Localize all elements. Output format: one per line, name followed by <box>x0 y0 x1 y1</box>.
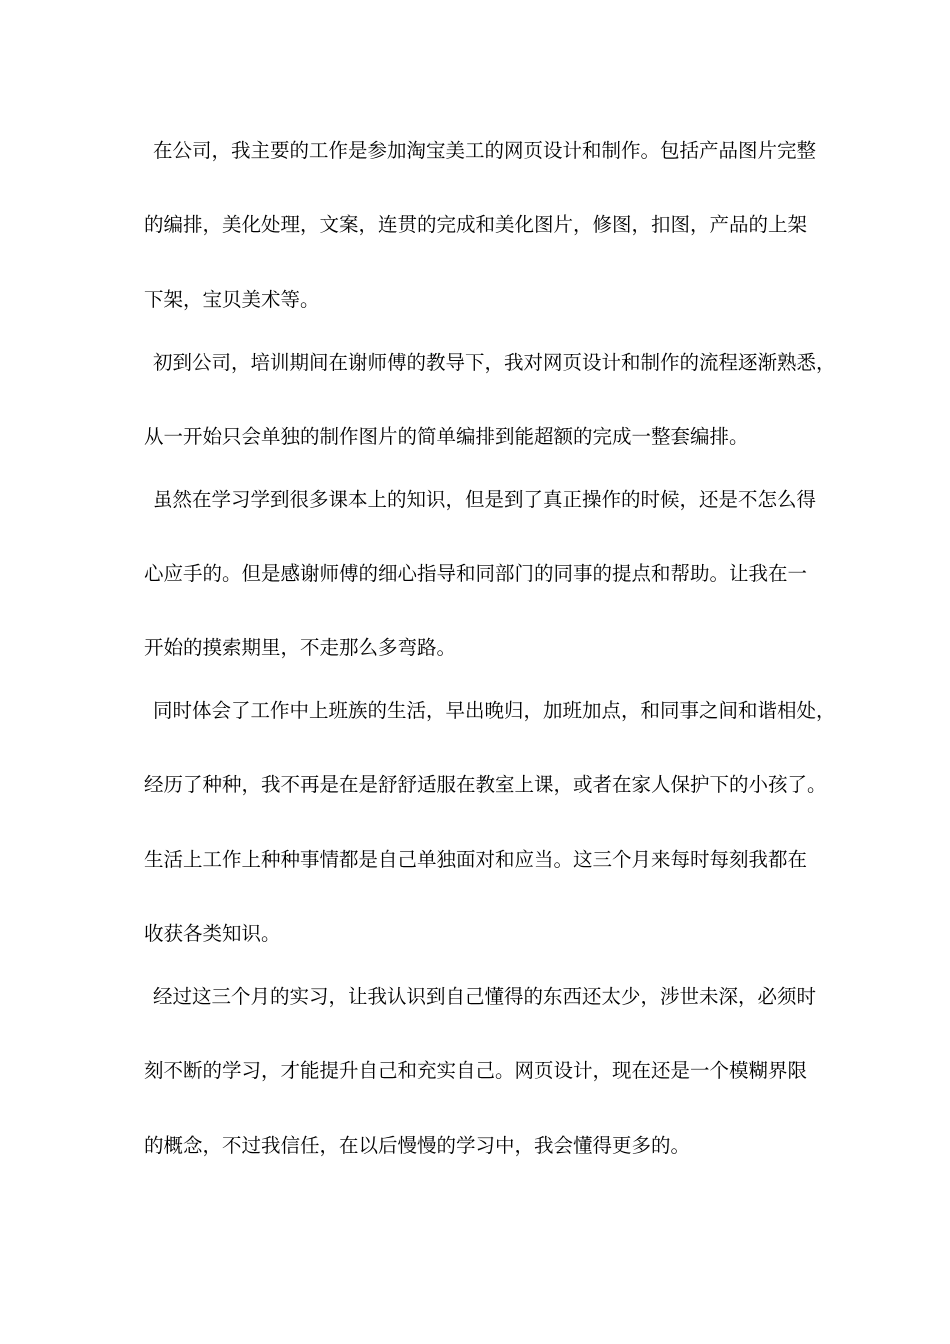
paragraph-2-line-1: 初到公司，培训期间在谢师傅的教导下，我对网页设计和制作的流程逐渐熟悉， <box>153 351 836 374</box>
paragraph-3-line-1: 虽然在学习学到很多课本上的知识，但是到了真正操作的时候，还是不怎么得 <box>153 488 817 511</box>
paragraph-3-line-2: 心应手的。但是感谢师傅的细心指导和同部门的同事的提点和帮助。让我在一 <box>144 562 808 585</box>
paragraph-4-line-2: 经历了种种，我不再是在是舒舒适服在教室上课，或者在家人保护下的小孩了。 <box>144 773 827 796</box>
paragraph-4-line-1: 同时体会了工作中上班族的生活，早出晚归，加班加点，和同事之间和谐相处， <box>153 699 836 722</box>
paragraph-5-line-1: 经过这三个月的实习，让我认识到自己懂得的东西还太少，涉世未深，必须时 <box>153 985 817 1008</box>
paragraph-5-line-2: 刻不断的学习，才能提升自己和充实自己。网页设计，现在还是一个模糊界限 <box>144 1059 808 1082</box>
paragraph-4-line-4: 收获各类知识。 <box>144 922 281 945</box>
paragraph-4-line-3: 生活上工作上种种事情都是自己单独面对和应当。这三个月来每时每刻我都在 <box>144 848 808 871</box>
paragraph-5-line-3: 的概念，不过我信任，在以后慢慢的学习中，我会懂得更多的。 <box>144 1134 691 1157</box>
paragraph-1-line-2: 的编排，美化处理，文案，连贯的完成和美化图片，修图，扣图，产品的上架 <box>144 213 808 236</box>
paragraph-3-line-3: 开始的摸索期里，不走那么多弯路。 <box>144 636 457 659</box>
paragraph-1-line-1: 在公司，我主要的工作是参加淘宝美工的网页设计和制作。包括产品图片完整 <box>153 139 817 162</box>
paragraph-1-line-3: 下架，宝贝美术等。 <box>144 288 320 311</box>
paragraph-2-line-2: 从一开始只会单独的制作图片的简单编排到能超额的完成一整套编排。 <box>144 425 749 448</box>
